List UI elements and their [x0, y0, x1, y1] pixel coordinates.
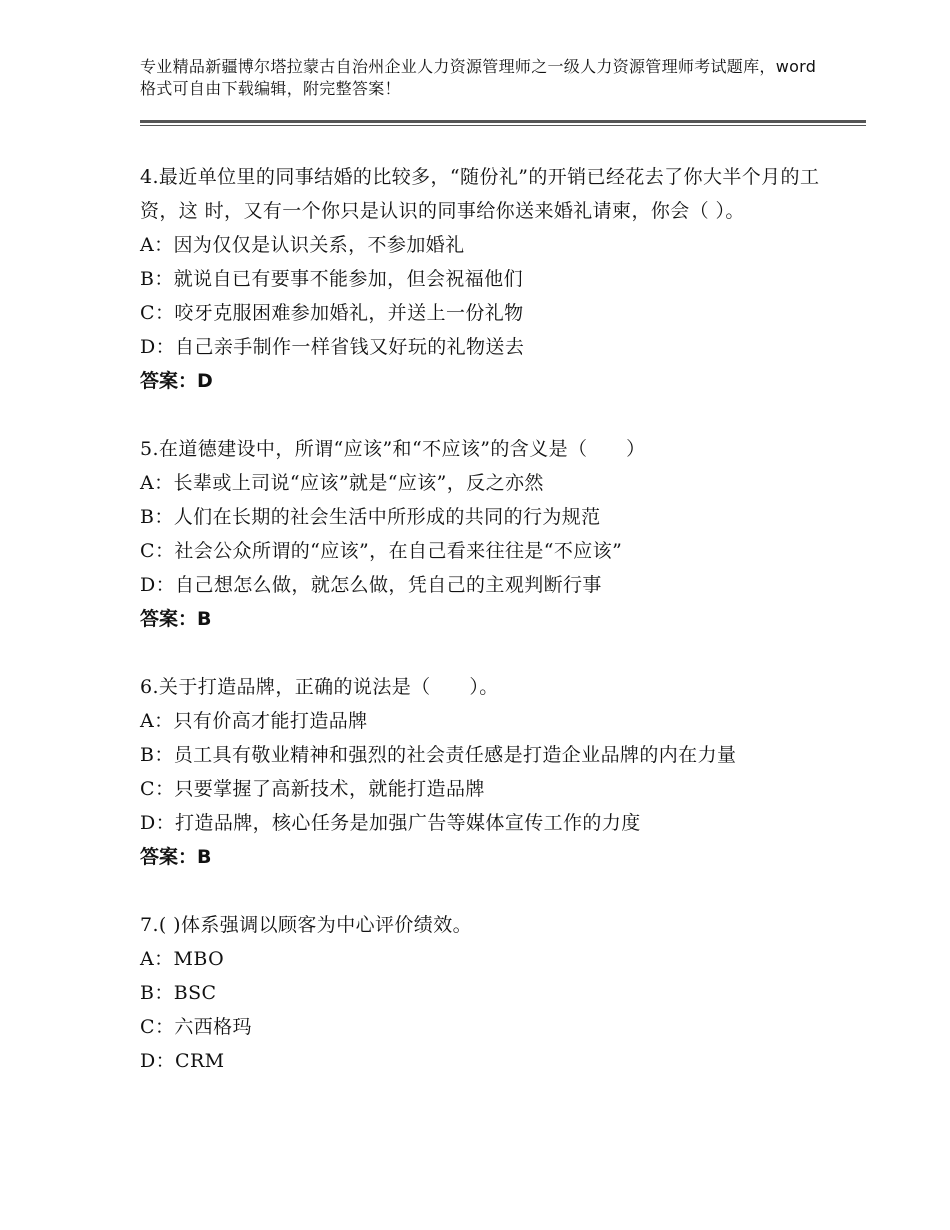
document-header: 专业精品新疆博尔塔拉蒙古自治州企业人力资源管理师之一级人力资源管理师考试题库，word格式可自由下载编辑，附完整答案！ [140, 57, 817, 98]
option-a: A：因为仅仅是认识关系，不参加婚礼 [140, 234, 465, 256]
question-stem: 4.最近单位里的同事结婚的比较多，“随份礼”的开销已经花去了你大半个月的工资，这 时，又有一个你只是认识的同事给你送来婚礼请柬，你会（ ）。 [140, 166, 820, 222]
option-d: D：打造品牌，核心任务是加强广告等媒体宣传工作的力度 [140, 812, 641, 834]
header-divider-thin [140, 125, 866, 126]
option-a: A：长辈或上司说“应该”就是“应该”，反之亦然 [140, 472, 544, 494]
option-d: D：自己想怎么做，就怎么做，凭自己的主观判断行事 [140, 574, 602, 596]
option-d: D：自己亲手制作一样省钱又好玩的礼物送去 [140, 336, 525, 358]
header-divider-thick [140, 120, 866, 123]
question-7 [140, 908, 840, 1078]
option-b: B：BSC [140, 982, 217, 1004]
answer-line: 答案：D [140, 370, 213, 392]
question-stem: 5.在道德建设中，所谓“应该”和“不应该”的含义是（ ） [140, 438, 646, 460]
option-d: D：CRM [140, 1050, 225, 1072]
option-c: C：咬牙克服困难参加婚礼，并送上一份礼物 [140, 302, 524, 324]
answer-line: 答案：B [140, 846, 212, 868]
question-stem: 6.关于打造品牌，正确的说法是（ ）。 [140, 676, 499, 698]
option-b: B：人们在长期的社会生活中所形成的共同的行为规范 [140, 506, 601, 528]
question-5 [140, 432, 840, 636]
question-stem: 7.( )体系强调以顾客为中心评价绩效。 [140, 914, 472, 936]
option-a: A：MBO [140, 948, 225, 970]
option-c: C：只要掌握了高新技术，就能打造品牌 [140, 778, 485, 800]
option-c: C：社会公众所谓的“应该”，在自己看来往往是“不应该” [140, 540, 623, 562]
question-6 [140, 670, 840, 874]
option-a: A：只有价高才能打造品牌 [140, 710, 368, 732]
question-4 [140, 160, 840, 398]
option-b: B：就说自已有要事不能参加，但会祝福他们 [140, 268, 523, 290]
question-list [140, 160, 840, 1078]
option-c: C：六西格玛 [140, 1016, 252, 1038]
answer-line: 答案：B [140, 608, 212, 630]
option-b: B：员工具有敬业精神和强烈的社会责任感是打造企业品牌的内在力量 [140, 744, 737, 766]
